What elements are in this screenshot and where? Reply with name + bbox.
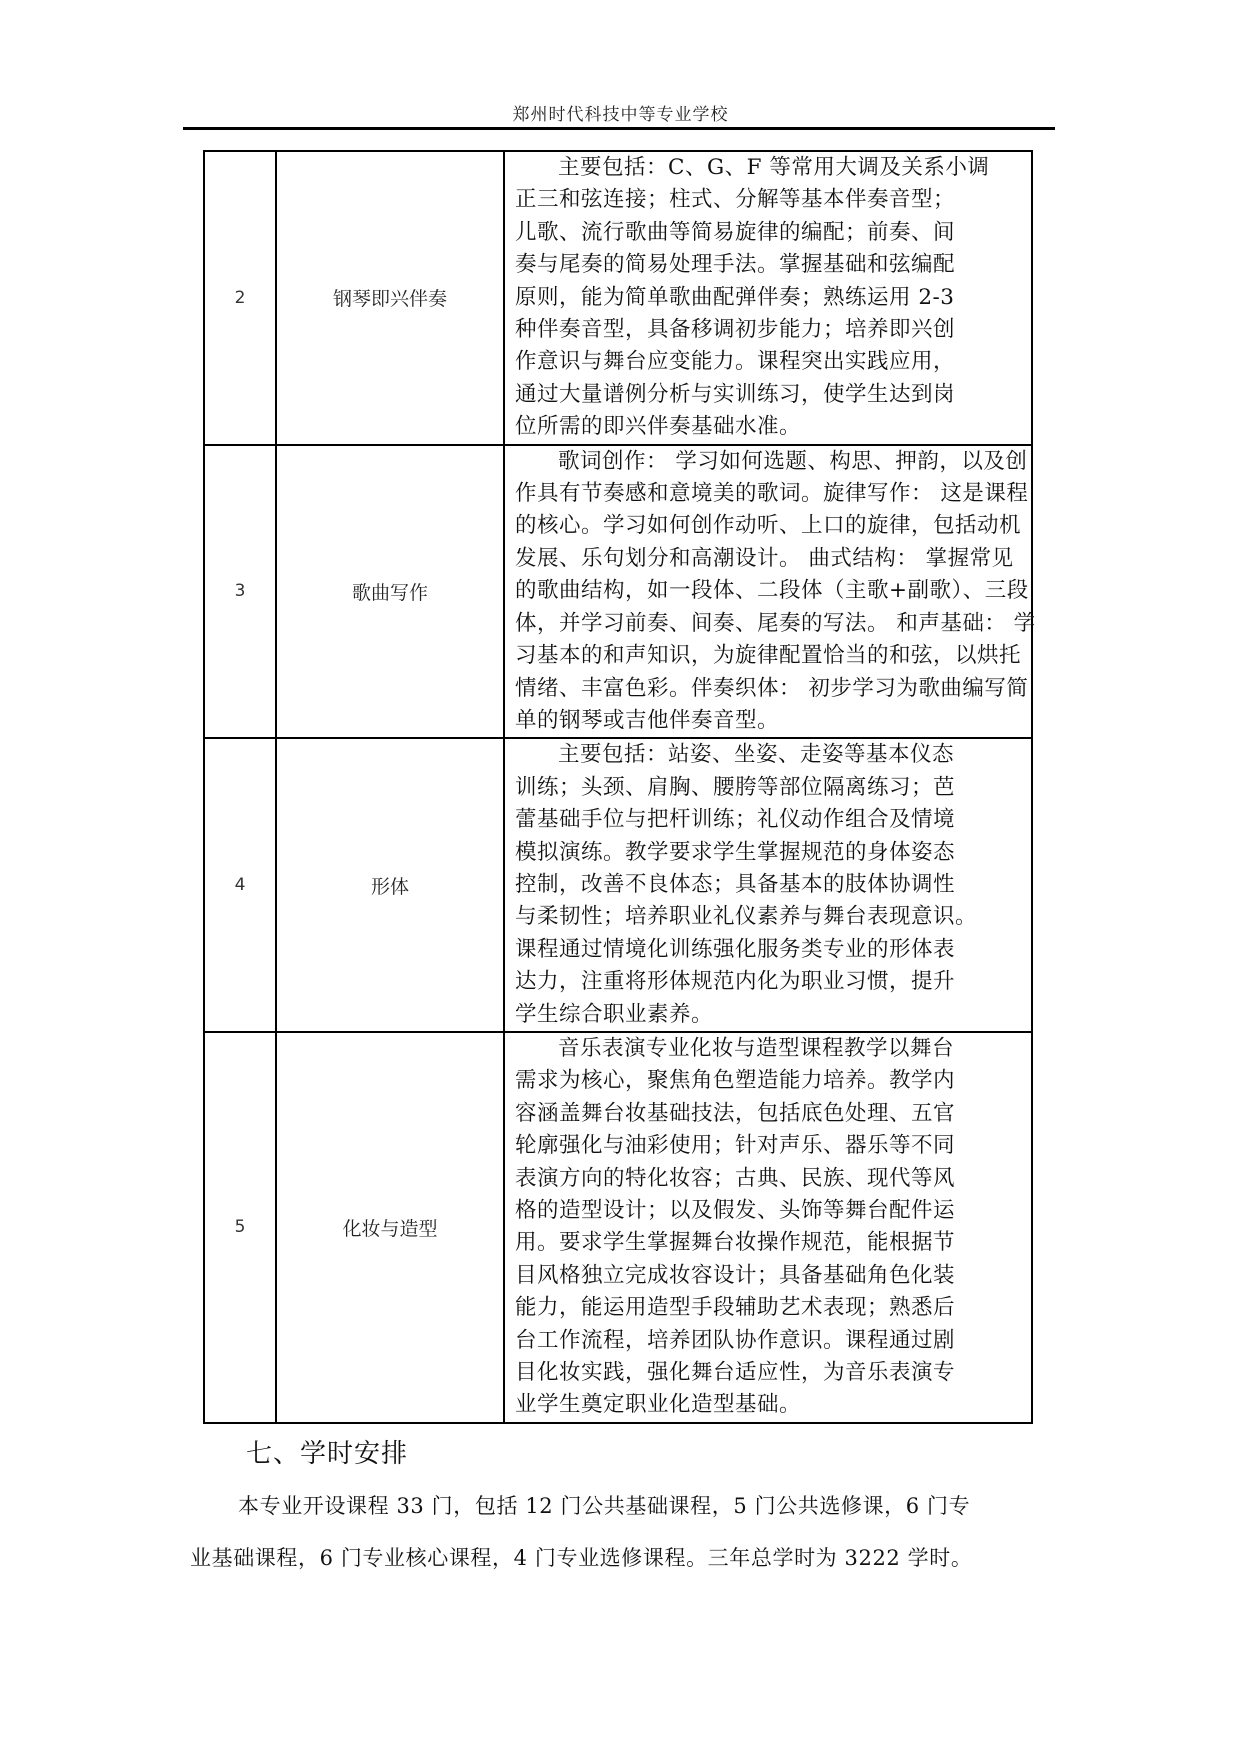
course-number-cell: 3 xyxy=(204,445,276,739)
course-name-cell: 歌曲写作 xyxy=(276,445,504,739)
description-line: 与柔韧性；培养职业礼仪素养与舞台表现意识。 xyxy=(515,904,978,930)
course-number-cell: 5 xyxy=(204,1032,276,1423)
course-name-cell: 化妆与造型 xyxy=(276,1032,504,1423)
course-name-cell: 形体 xyxy=(276,738,504,1032)
table-row xyxy=(204,1032,1032,1423)
description-line: 台工作流程，培养团队协作意识。课程通过剧 xyxy=(515,1327,956,1353)
description-line: 的歌曲结构，如一段体、二段体（主歌+副歌）、三段 xyxy=(515,578,1029,604)
table-row xyxy=(204,738,1032,1032)
paragraph-line: 业基础课程，6 门专业核心课程，4 门专业选修课程。三年总学时为 3222 学时。 xyxy=(190,1546,973,1570)
description-line: 种伴奏音型，具备移调初步能力；培养即兴创 xyxy=(515,317,956,343)
course-description-cell xyxy=(504,445,1036,739)
description-line: 目化妆实践，强化舞台适应性，为音乐表演专 xyxy=(515,1360,956,1386)
description-line: 表演方向的特化妆容；古典、民族、现代等风 xyxy=(515,1165,956,1191)
description-line: 格的造型设计；以及假发、头饰等舞台配件运 xyxy=(515,1198,956,1223)
course-table xyxy=(203,150,1036,1424)
description-line: 用。要求学生掌握舞台妆操作规范，能根据节 xyxy=(515,1230,956,1256)
description-line: 轮廓强化与油彩使用；针对声乐、器乐等不同 xyxy=(515,1133,956,1159)
description-line: 正三和弦连接；柱式、分解等基本伴奏音型； xyxy=(515,187,956,213)
course-description-cell xyxy=(504,1032,1032,1423)
description-line: 位所需的即兴伴奏基础水准。 xyxy=(515,414,802,440)
description-line: 主要包括：C、G、F 等常用大调及关系小调 xyxy=(558,155,990,180)
table-row xyxy=(204,445,1032,739)
description-line: 奏与尾奏的简易处理手法。掌握基础和弦编配 xyxy=(515,252,956,278)
course-number-cell: 2 xyxy=(204,151,276,445)
course-description-cell xyxy=(504,738,1032,1032)
description-line: 的核心。学习如何创作动听、上口的旋律，包括动机 xyxy=(515,513,1022,539)
description-line: 发展、乐句划分和高潮设计。 曲式结构： 掌握常见 xyxy=(515,545,1014,571)
course-name-cell: 钢琴即兴伴奏 xyxy=(276,151,504,445)
description-line: 模拟演练。教学要求学生掌握规范的身体姿态 xyxy=(515,839,956,865)
description-line: 儿歌、流行歌曲等简易旋律的编配；前奏、间 xyxy=(515,219,956,245)
section-heading: 七、学时安排 xyxy=(246,1439,409,1469)
description-line: 情绪、丰富色彩。伴奏织体： 初步学习为歌曲编写简 xyxy=(515,675,1029,701)
table-row xyxy=(204,151,1032,445)
description-line: 需求为核心，聚焦角色塑造能力培养。教学内 xyxy=(515,1068,956,1094)
description-line: 习基本的和声知识，为旋律配置恰当的和弦，以烘托 xyxy=(515,643,1022,669)
description-line: 单的钢琴或吉他伴奏音型。 xyxy=(515,707,780,733)
course-description-cell xyxy=(504,151,1032,445)
description-line: 目风格独立完成妆容设计；具备基础角色化装 xyxy=(515,1262,956,1288)
description-line: 作意识与舞台应变能力。课程突出实践应用， xyxy=(515,349,956,375)
school-header-title: 郑州时代科技中等专业学校 xyxy=(512,105,729,125)
description-line: 歌词创作： 学习如何选题、构思、押韵，以及创 xyxy=(558,448,1028,474)
description-line: 课程通过情境化训练强化服务类专业的形体表 xyxy=(515,936,956,962)
description-line: 能力，能运用造型手段辅助艺术表现；熟悉后 xyxy=(515,1295,956,1321)
description-line: 学生综合职业素养。 xyxy=(515,1001,714,1027)
description-line: 训练；头颈、肩胸、腰胯等部位隔离练习；芭 xyxy=(515,774,956,800)
description-line: 音乐表演专业化妆与造型课程教学以舞台 xyxy=(558,1035,955,1061)
description-line: 通过大量谱例分析与实训练习，使学生达到岗 xyxy=(515,381,956,407)
header-divider xyxy=(183,127,1055,130)
description-line: 蕾基础手位与把杆训练；礼仪动作组合及情境 xyxy=(515,807,956,833)
course-number-cell: 4 xyxy=(204,738,276,1032)
description-line: 作具有节奏感和意境美的歌词。旋律写作： 这是课程 xyxy=(515,481,1029,507)
description-line: 体，并学习前奏、间奏、尾奏的写法。 和声基础： 学 xyxy=(515,610,1036,636)
description-line: 达力，注重将形体规范内化为职业习惯，提升 xyxy=(515,969,956,995)
description-line: 原则，能为简单歌曲配弹伴奏；熟练运用 2-3 xyxy=(515,284,955,310)
paragraph-line: 本专业开设课程 33 门，包括 12 门公共基础课程，5 门公共选修课，6 门专 xyxy=(238,1494,971,1518)
description-line: 主要包括：站姿、坐姿、走姿等基本仪态 xyxy=(558,742,955,768)
description-line: 容涵盖舞台妆基础技法，包括底色处理、五官 xyxy=(515,1100,956,1126)
description-line: 控制，改善不良体态；具备基本的肢体协调性 xyxy=(515,871,956,897)
description-line: 业学生奠定职业化造型基础。 xyxy=(515,1392,802,1418)
